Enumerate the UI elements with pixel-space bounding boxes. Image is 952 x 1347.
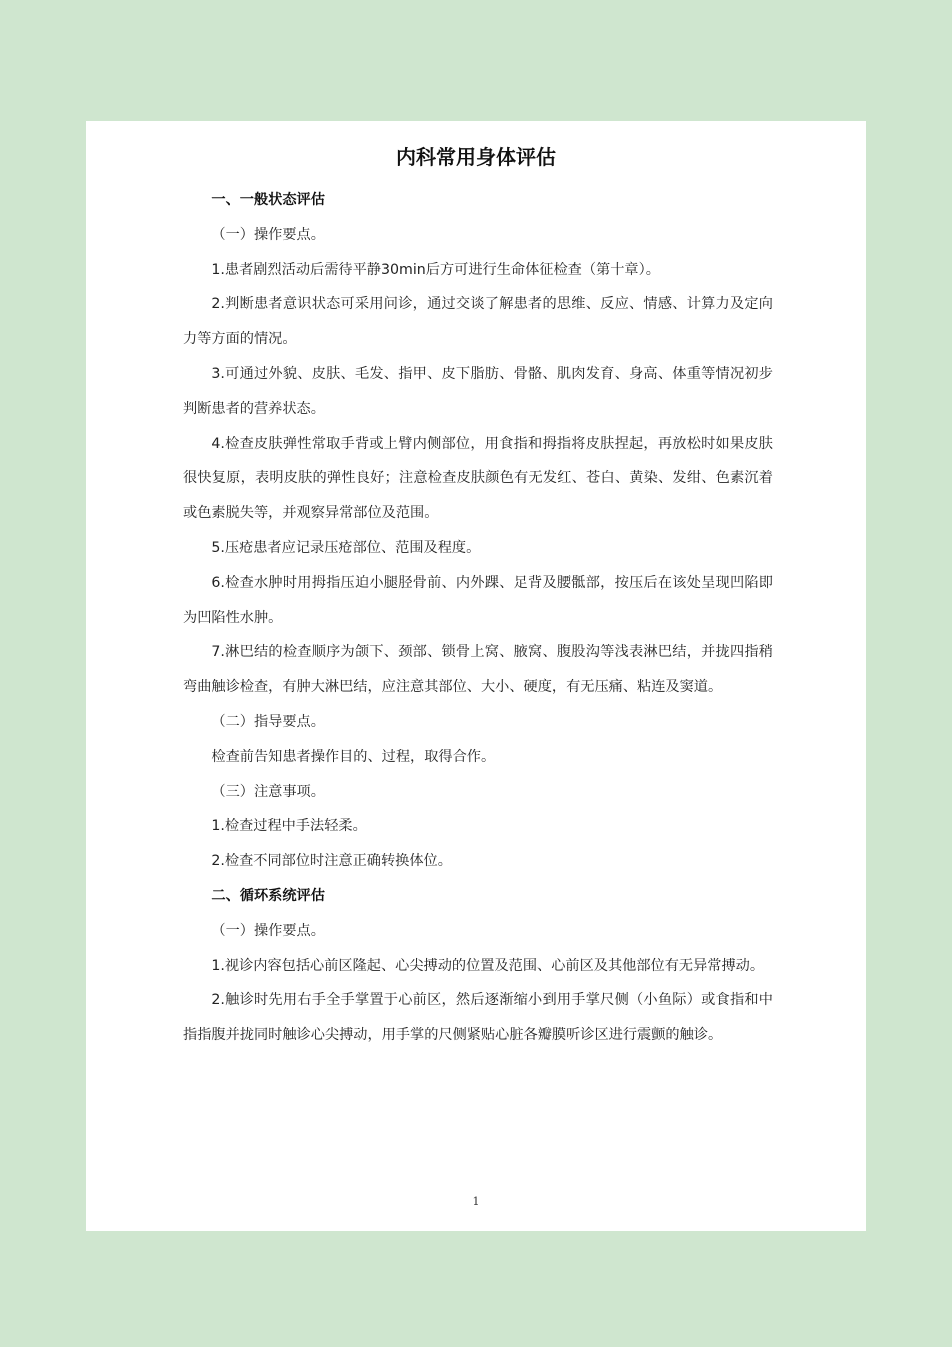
paragraph: 检查前告知患者操作目的、过程，取得合作。 [211,748,496,765]
section-heading: 一、一般状态评估 [211,192,325,208]
page-number: 1 [472,1195,480,1208]
paragraph: 6.检查水肿时用拇指压迫小腿胫骨前、内外踝、足背及腰骶部，按压后在该处呈现凹陷即为凹陷性水肿。 [183,574,773,626]
document-page [86,121,866,1231]
section-heading: 二、循环系统评估 [211,887,325,904]
subsection-heading: （一）操作要点。 [211,922,325,939]
subsection-heading: （二）指导要点。 [211,713,325,730]
paragraph: 2.检查不同部位时注意正确转换体位。 [211,853,452,870]
paragraph: 1.检查过程中手法轻柔。 [211,818,367,835]
document-body [183,183,773,1053]
paragraph: 1.患者剧烈活动后需待平静30min后方可进行生命体征检查（第十章）。 [211,261,660,278]
subsection-heading: （三）注意事项。 [211,783,325,800]
paragraph: 5.压疮患者应记录压疮部位、范围及程度。 [211,539,481,556]
paragraph: 2.触诊时先用右手全手掌置于心前区，然后逐渐缩小到用手掌尺侧（小鱼际）或食指和中指指腹并拢同时触诊心尖搏动，用手掌的尺侧紧贴心脏各瓣膜听诊区进行震颤的触诊。 [183,992,773,1044]
document-title: 内科常用身体评估 [396,145,556,169]
paragraph: 4.检查皮肤弹性常取手背或上臂内侧部位，用食指和拇指将皮肤捏起，再放松时如果皮肤很快复原，表明皮肤的弹性良好；注意检查皮肤颜色有无发红、苍白、黄染、发绀、色素沉着或色素脱失等，并观察异常部位及范围。 [183,435,773,522]
paragraph: 2.判断患者意识状态可采用问诊，通过交谈了解患者的思维、反应、情感、计算力及定向力等方面的情况。 [183,296,773,348]
paragraph: 1.视诊内容包括心前区隆起、心尖搏动的位置及范围、心前区及其他部位有无异常搏动。 [211,957,765,974]
paragraph: 7.淋巴结的检查顺序为颌下、颈部、锁骨上窝、腋窝、腹股沟等浅表淋巴结，并拢四指稍弯曲触诊检查，有肿大淋巴结，应注意其部位、大小、硬度，有无压痛、粘连及窦道。 [183,644,773,696]
paragraph: 3.可通过外貌、皮肤、毛发、指甲、皮下脂肪、骨骼、肌肉发育、身高、体重等情况初步判断患者的营养状态。 [183,365,773,417]
subsection-heading: （一）操作要点。 [211,226,325,243]
